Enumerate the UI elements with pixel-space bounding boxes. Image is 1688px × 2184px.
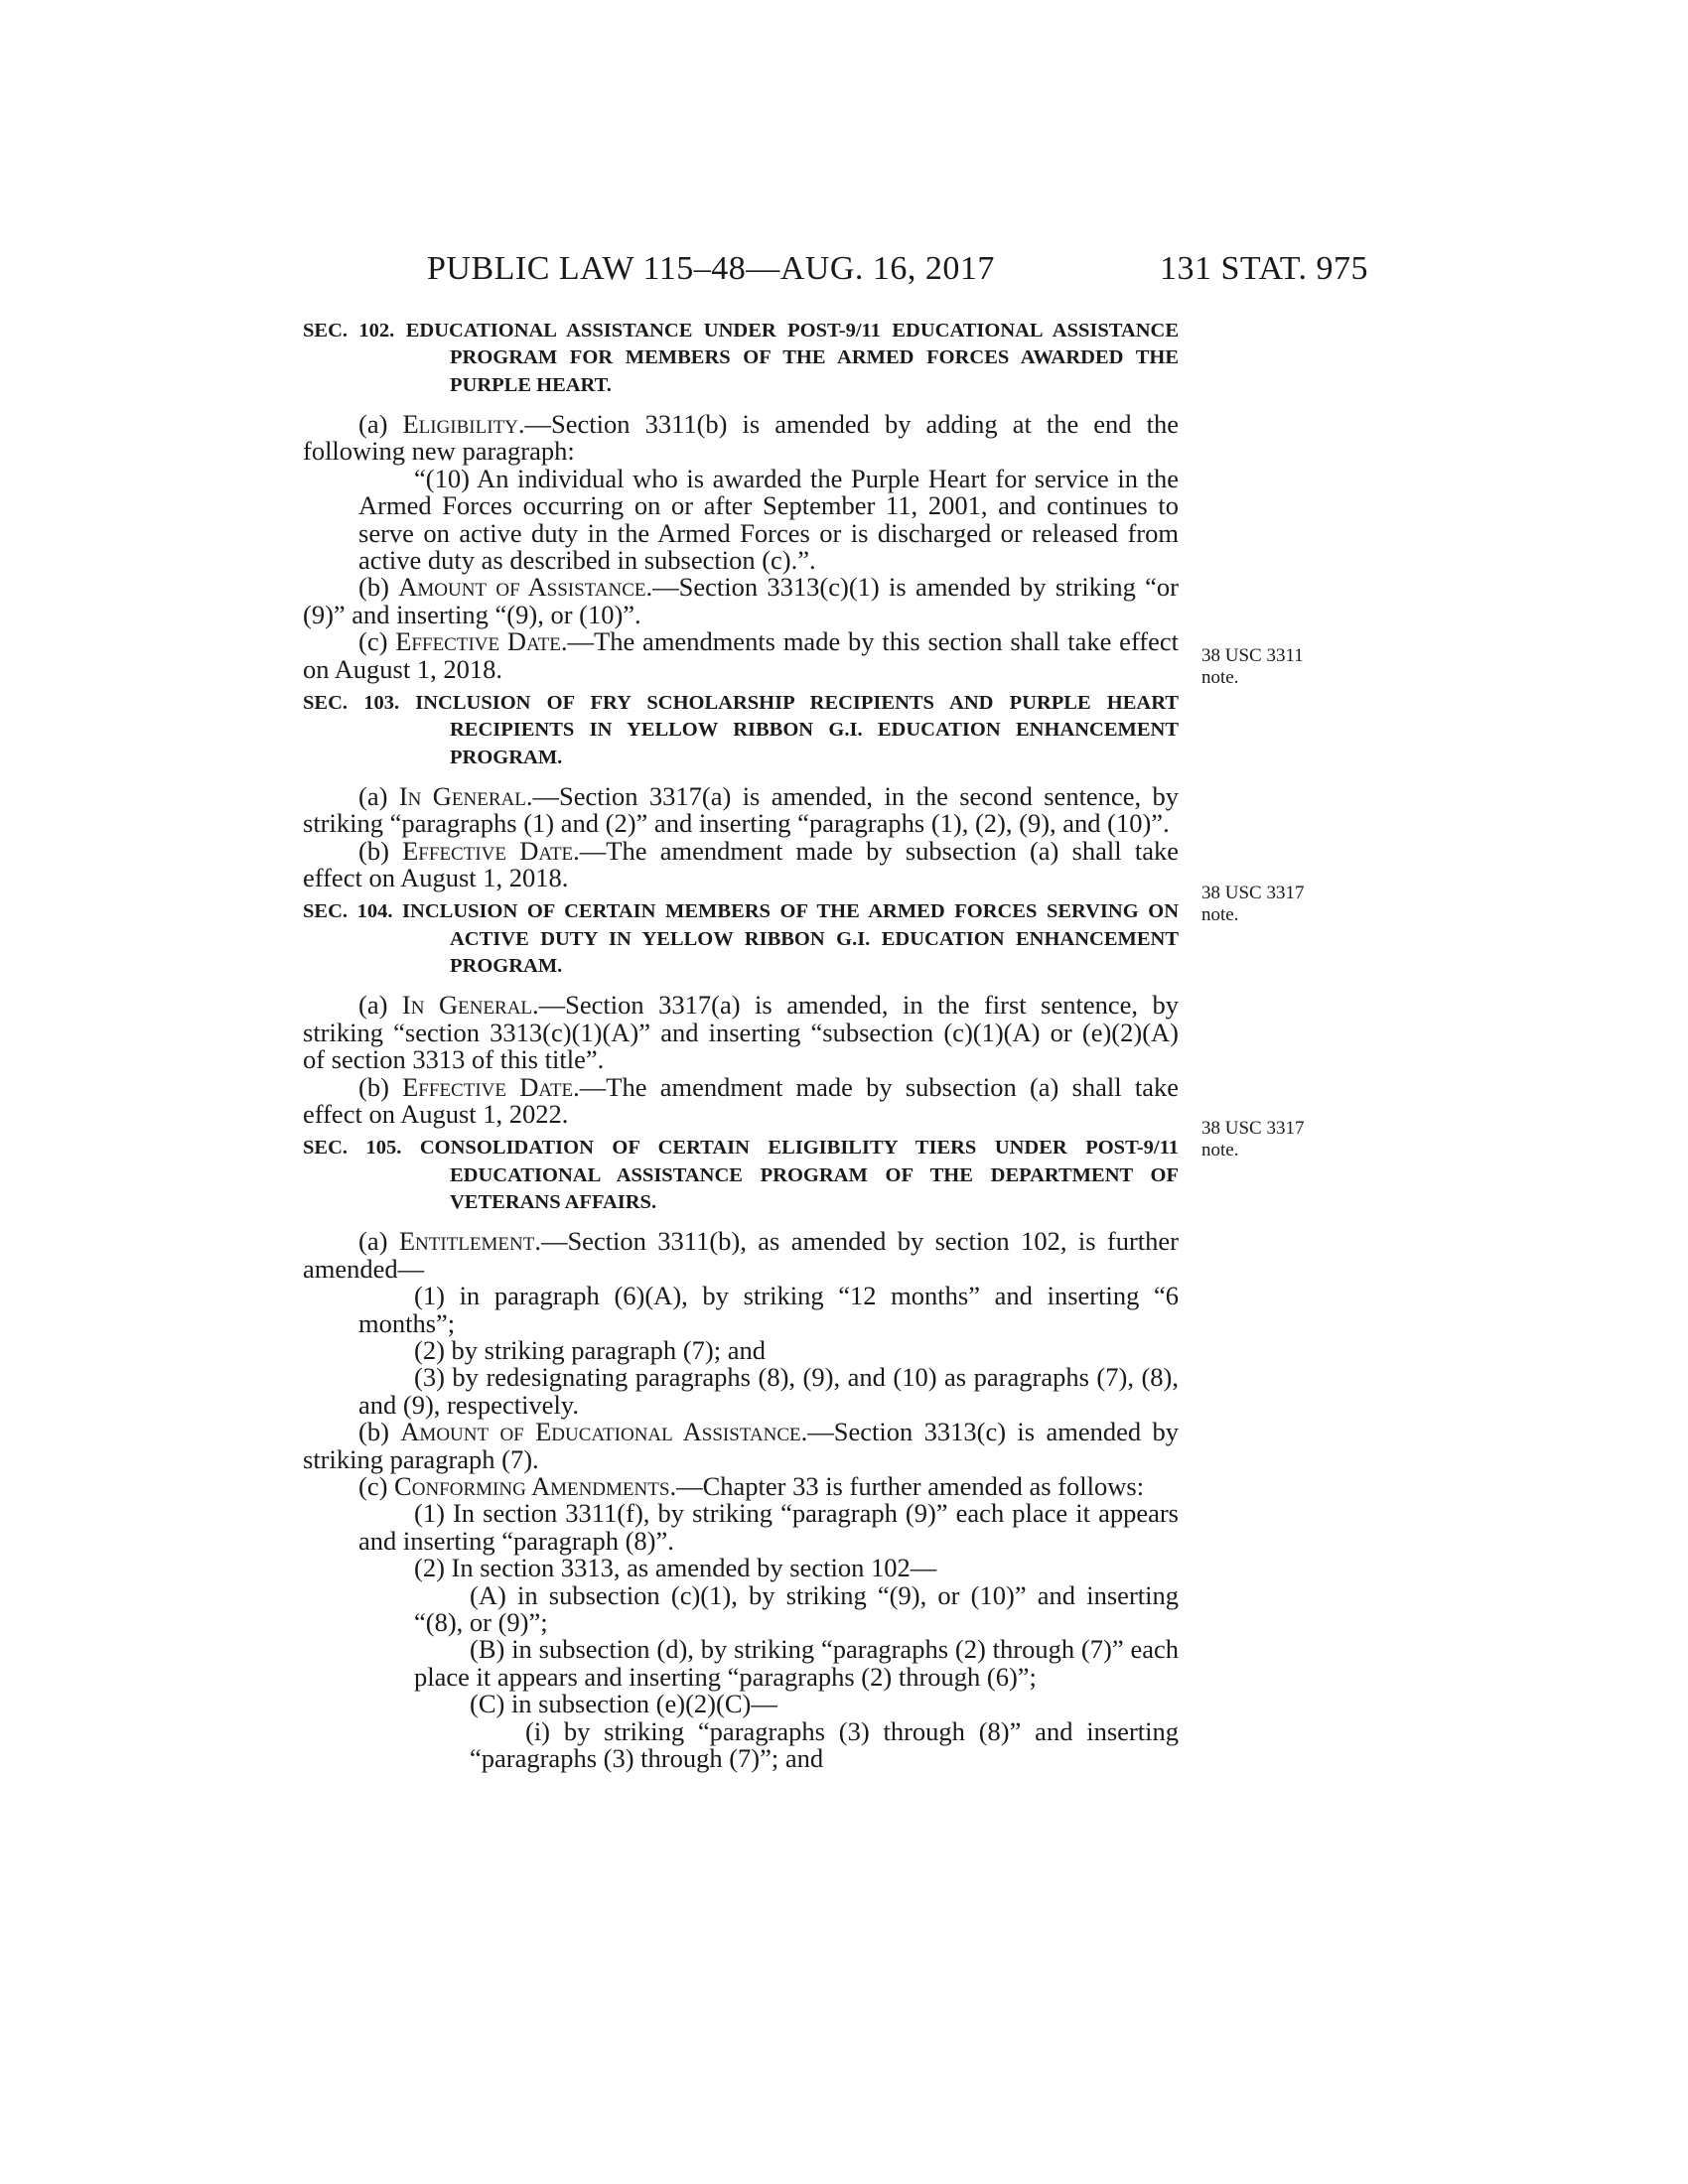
clause-105c2A: (A) in subsection (c)(1), by striking “(9), or (10)” and inserting “(8), or (9)”; <box>414 1579 1179 1637</box>
page-number: 131 STAT. 975 <box>1160 250 1368 287</box>
paragraph-104a: (a) In General.—Section 3317(a) is amended, in the first sentence, by striking “section 3313(c)(1)(A)” and inserting “subsection (c)(1)(A) or (e)(2)(A) of section 3313 of this title”. <box>303 990 1180 1075</box>
running-header-title: PUBLIC LAW 115–48—AUG. 16, 2017 <box>427 250 995 287</box>
paragraph-102c: (c) Effective Date.—The amendments made by this section shall take effect on August 1, 2018. <box>303 626 1179 684</box>
quoted-paragraph-10: “(10) An individual who is awarded the Purple Heart for service in the Armed Forces occurring on or after September 11, 2001, and continues to serve on active duty in the Armed Forces or is discharged or released from active duty as described in subsection (c).”. <box>358 463 1179 575</box>
paragraph-105b: (b) Amount of Educational Assistance.—Section 3313(c) is amended by striking paragraph (7). <box>303 1417 1179 1474</box>
clause-105c2C: (C) in subsection (e)(2)(C)— <box>470 1689 777 1719</box>
paragraph-103a: (a) In General.—Section 3317(a) is amended, in the second sentence, by striking “paragraphs (1) and (2)” and inserting “paragraphs (1), (2), (9), and (10)”. <box>303 780 1179 839</box>
clause-105c2Ci: (i) by striking “paragraphs (3) through (8)” and inserting “paragraphs (3) through (7)”; and <box>470 1715 1179 1773</box>
clause-105c2B: (B) in subsection (d), by striking “paragraphs (2) through (7)” each place it appears and inserting “paragraphs (2) through (6)”; <box>414 1634 1179 1692</box>
paragraph-104b: (b) Effective Date.—The amendment made by subsection (a) shall take effect on August 1, 2022. <box>303 1071 1179 1129</box>
section-heading-103: SEC. 103. INCLUSION OF FRY SCHOLARSHIP RECIPIENTS AND PURPLE HEART RECIPIENTS IN YELLOW RIBBON G.I. EDUCATION ENHANCEMENT PROGRAM. <box>303 691 1179 768</box>
margin-note-3317-b: 38 USC 3317 note. <box>1201 1118 1305 1160</box>
section-heading-104: SEC. 104. INCLUSION OF CERTAIN MEMBERS OF THE ARMED FORCES SERVING ON ACTIVE DUTY IN YELLOW RIBBON G.I. EDUCATION ENHANCEMENT PROGRAM. <box>303 900 1179 978</box>
margin-note-3317-a: 38 USC 3317 note. <box>1201 883 1305 925</box>
section-heading-102: SEC. 102. EDUCATIONAL ASSISTANCE UNDER POST-9/11 EDUCATIONAL ASSISTANCE PROGRAM FOR MEMBERS OF THE ARMED FORCES AWARDED THE PURPLE HEART. <box>303 320 1179 396</box>
paragraph-105c: (c) Conforming Amendments.—Chapter 33 is further amended as follows: <box>358 1470 1145 1501</box>
clause-105a1: (1) in paragraph (6)(A), by striking “12 months” and inserting “6 months”; <box>358 1281 1179 1338</box>
clause-105a3: (3) by redesignating paragraphs (8), (9), and (10) as paragraphs (7), (8), and (9), respectively. <box>358 1362 1179 1420</box>
paragraph-105a: (a) Entitlement.—Section 3311(b), as amended by section 102, is further amended— <box>303 1226 1179 1284</box>
paragraph-102b: (b) Amount of Assistance.—Section 3313(c)(1) is amended by striking “or (9)” and inserting “(9), or (10)”. <box>303 572 1179 629</box>
clause-105c2: (2) In section 3313, as amended by section 102— <box>414 1553 937 1583</box>
margin-note-3311: 38 USC 3311 note. <box>1201 645 1304 688</box>
clause-105c1: (1) In section 3311(f), by striking “paragraph (9)” each place it appears and inserting “paragraph (8)”. <box>358 1498 1179 1556</box>
paragraph-102a: (a) Eligibility.—Section 3311(b) is amended by adding at the end the following new paragraph: <box>303 408 1179 467</box>
paragraph-103b: (b) Effective Date.—The amendment made by subsection (a) shall take effect on August 1, 2018. <box>303 835 1179 893</box>
section-heading-105: SEC. 105. CONSOLIDATION OF CERTAIN ELIGIBILITY TIERS UNDER POST-9/11 EDUCATIONAL ASSISTANCE PROGRAM OF THE DEPARTMENT OF VETERANS AFFAIRS. <box>303 1137 1179 1213</box>
document-body <box>303 318 1179 1772</box>
clause-105a2: (2) by striking paragraph (7); and <box>414 1334 766 1365</box>
